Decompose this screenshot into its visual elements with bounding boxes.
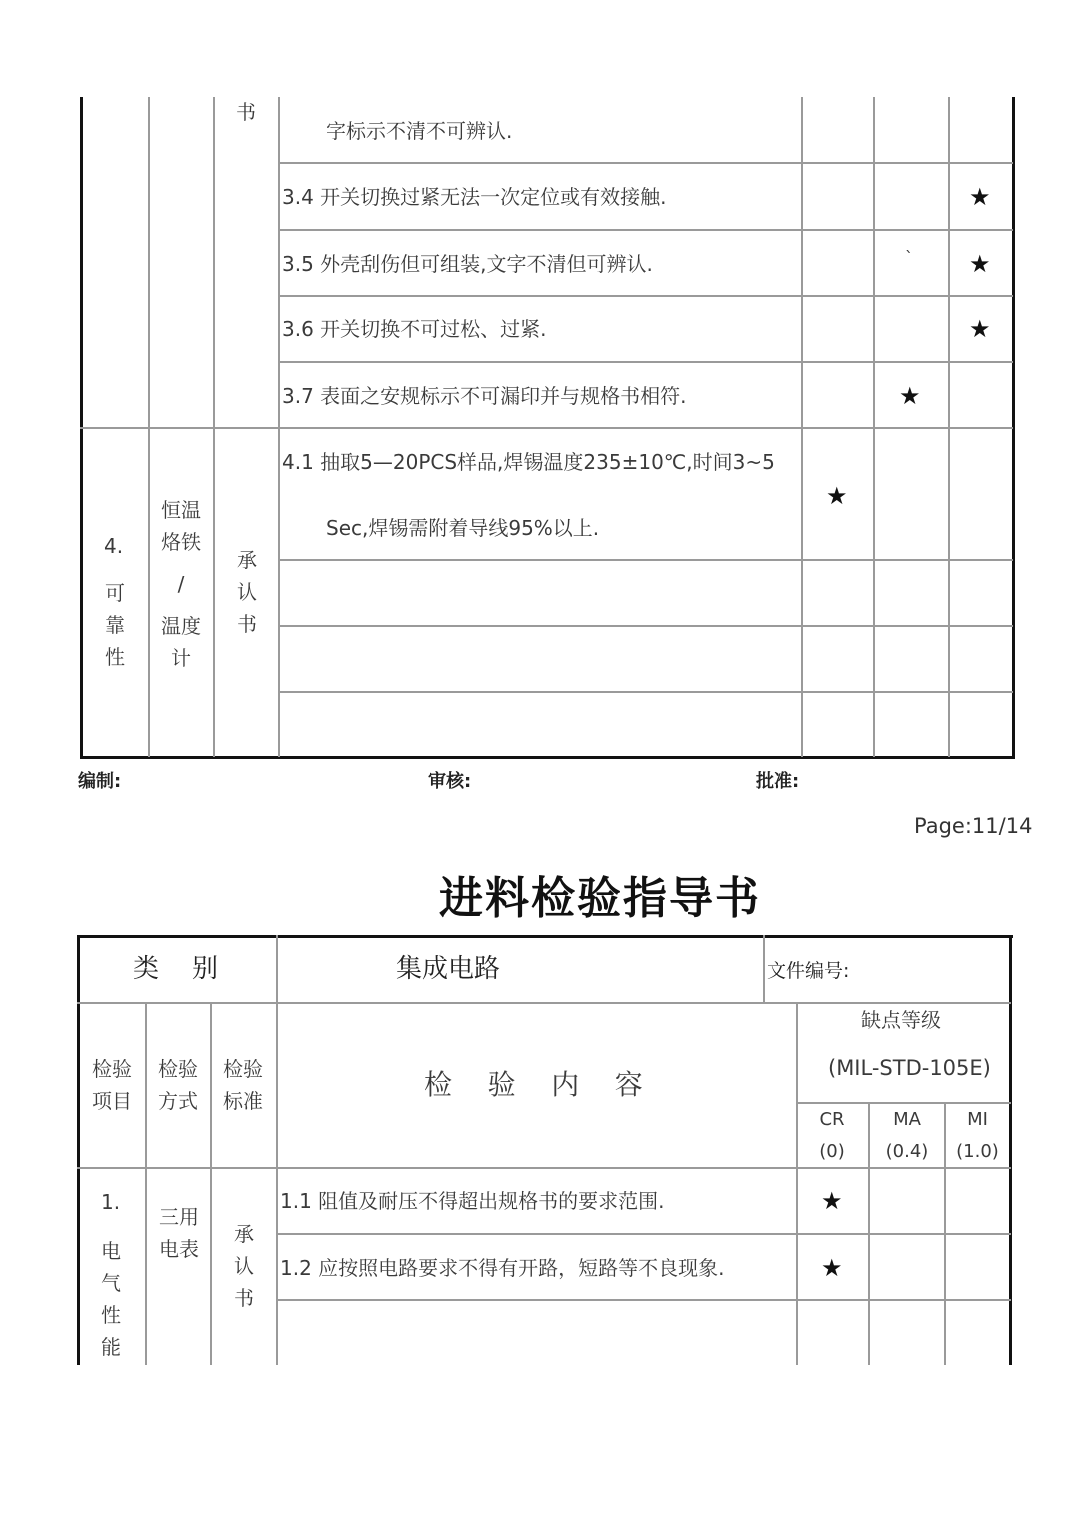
row-divider: [278, 162, 1013, 164]
row-divider: [278, 361, 1013, 363]
table-border-bottom: [80, 756, 1015, 759]
content-cell: 3.5 外壳刮伤但可组装,文字不清但可辨认.: [282, 252, 653, 276]
col-divider: [276, 935, 278, 1365]
header-defect-std: (MIL-STD-105E): [828, 1056, 991, 1080]
header-standard: 检验 标准: [223, 1057, 263, 1113]
category-label: 类 别: [133, 954, 219, 984]
content-cell: 1.2 应按照电路要求不得有开路，短路等不良现象.: [280, 1256, 725, 1280]
inspection-method: 三用 电表: [159, 1205, 199, 1261]
header-content: 检 验 内 容: [424, 1068, 643, 1101]
table-border-right: [1009, 935, 1012, 1365]
row-divider: [77, 1002, 1011, 1004]
col-divider: [145, 1002, 147, 1365]
content-cell: 3.6 开关切换不可过松、过紧.: [282, 317, 547, 341]
row-divider: [278, 559, 1013, 561]
item-name: 电 气 性 能: [101, 1239, 121, 1359]
inspection-standard: 承 认 书: [234, 1222, 254, 1310]
row-divider: [278, 229, 1013, 231]
approve-label: 批准:: [756, 771, 800, 792]
compile-label: 编制:: [78, 771, 122, 792]
inspection-method: 恒温 烙铁 / 温度 计: [161, 498, 201, 670]
header-item: 检验 项目: [92, 1057, 132, 1113]
row-divider: [278, 295, 1013, 297]
row-divider: [276, 1299, 1011, 1301]
mi-star: ★: [969, 250, 991, 278]
header-defect-level: 缺点等级: [861, 1008, 941, 1032]
ma-mark: `: [905, 248, 913, 267]
content-cell: 3.7 表面之安规标示不可漏印并与规格书相符.: [282, 384, 687, 408]
mi-star: ★: [969, 183, 991, 211]
table-border-top: [77, 935, 1013, 938]
header-method: 检验 方式: [158, 1057, 198, 1113]
col-divider: [763, 935, 765, 1003]
row-divider: [278, 625, 1013, 627]
content-cell: Sec,焊锡需附着导线95%以上.: [326, 516, 600, 540]
item-number: 4.: [104, 534, 124, 558]
cr-star: ★: [821, 1254, 843, 1282]
content-cell: 4.1 抽取5—20PCS样品,焊锡温度235±10℃,时间3~5: [282, 450, 775, 474]
item-number: 1.: [101, 1190, 121, 1214]
content-cell: 3.4 开关切换过紧无法一次定位或有效接触.: [282, 185, 667, 209]
content-cell: 1.1 阻值及耐压不得超出规格书的要求范围.: [280, 1189, 665, 1213]
mi-star: ★: [969, 315, 991, 343]
row-divider: [276, 1233, 1011, 1235]
document-title: 进料检验指导书: [439, 873, 761, 924]
doc-number-label: 文件编号:: [767, 960, 850, 982]
table-border-left: [77, 935, 80, 1365]
col-divider: [210, 1002, 212, 1365]
cr-star: ★: [821, 1187, 843, 1215]
header-ma: MA (0.4): [885, 1109, 929, 1162]
col-divider: [796, 1002, 798, 1365]
category-value: 集成电路: [396, 954, 501, 984]
cr-star: ★: [826, 482, 848, 510]
header-mi: MI (1.0): [956, 1109, 999, 1162]
review-label: 审核:: [428, 771, 472, 792]
ma-star: ★: [899, 382, 921, 410]
content-cell: 字标示不清不可辨认.: [326, 119, 513, 143]
header-cr: CR (0): [819, 1109, 845, 1162]
standard-cell: 书: [236, 100, 256, 124]
row-divider: [278, 691, 1013, 693]
page-number: Page:11/14: [914, 814, 1033, 838]
inspection-standard: 承 认 书: [237, 548, 257, 636]
item-name: 可 靠 性: [105, 581, 125, 669]
row-divider: [80, 427, 1013, 429]
